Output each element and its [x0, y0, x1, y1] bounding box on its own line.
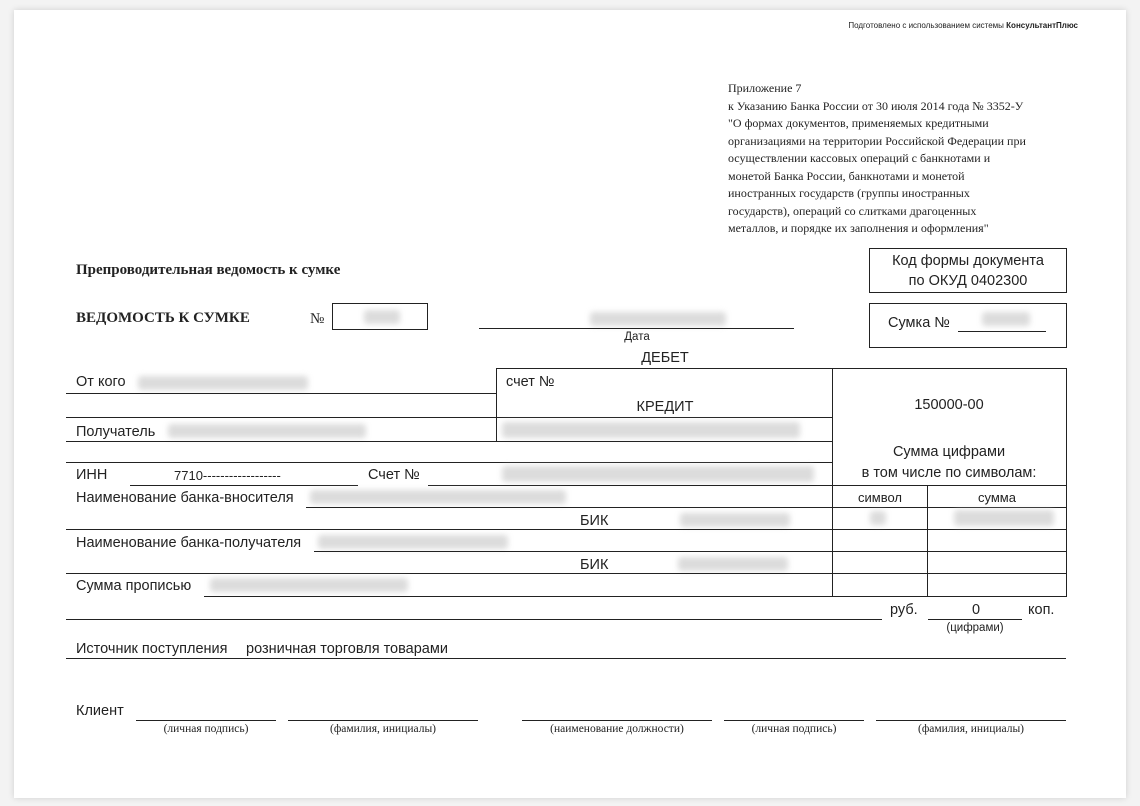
bag-label: Сумка № — [888, 315, 950, 331]
consultant-note-prefix: Подготовлено с использованием системы — [848, 21, 1004, 30]
redacted-bag-number — [982, 312, 1030, 326]
kop-line — [928, 619, 1022, 620]
amount-symbols-label: в том числе по символам: — [861, 465, 1037, 481]
credit-label: КРЕДИТ — [636, 399, 694, 415]
kop-label: коп. — [1028, 602, 1055, 618]
position-line[interactable] — [522, 720, 712, 721]
consultant-note — [818, 21, 1078, 30]
account-field-top — [496, 368, 832, 369]
figures-caption: (цифрами) — [946, 622, 1004, 634]
amount-figures-value: 150000-00 — [914, 397, 984, 413]
appendix-line: иностранных государств (группы иностранных — [728, 186, 970, 200]
caption-signature-1: (личная подпись) — [163, 723, 249, 735]
bank-depositor-label: Наименование банка-вносителя — [76, 490, 294, 506]
appendix-line: монетой Банка России, банкнотами и монетой — [728, 168, 965, 183]
recipient-row-top — [66, 417, 496, 418]
sender-line — [66, 393, 496, 394]
appendix-line: осуществлении кассовых операций с банкнотами и — [728, 151, 991, 165]
appendix-line: к Указанию Банка России от 30 июля 2014 года № 3352-У — [728, 98, 1024, 113]
col-symbol-header: символ — [858, 490, 902, 505]
bank-recipient-line — [314, 551, 832, 552]
redacted-date — [590, 312, 726, 326]
sender-label: От кого — [76, 374, 126, 390]
source-line — [66, 658, 1066, 659]
symbols-row3-top — [832, 551, 1067, 552]
appendix-line: организациями на территории Российской Федерации при — [728, 133, 1026, 148]
inn-value: 7710------------------ — [174, 468, 281, 483]
kop-value: 0 — [971, 602, 981, 618]
redacted-credit-account — [502, 422, 800, 438]
bag-number-line — [958, 331, 1046, 332]
form-page — [14, 10, 1126, 798]
redacted-symbol — [870, 511, 886, 525]
statement-label: ВЕДОМОСТЬ К СУМКЕ — [76, 310, 250, 326]
amount-bottom-border — [832, 596, 1067, 597]
redacted-number — [364, 310, 400, 324]
symbols-row1-top — [832, 507, 1067, 508]
source-label: Источник поступления — [76, 641, 228, 657]
redacted-bank-recipient — [318, 535, 508, 549]
inn-account-line — [428, 485, 832, 486]
amount-top-border — [832, 368, 1067, 369]
debit-label: ДЕБЕТ — [641, 350, 689, 366]
appendix-line: "О формах документов, применяемых кредитными — [728, 116, 989, 130]
client-name-line-2[interactable] — [876, 720, 1066, 721]
redacted-bank-depositor — [310, 490, 566, 504]
form-title: Препроводительная ведомость к сумке — [76, 262, 341, 278]
number-sign: № — [310, 311, 325, 327]
amount-figures-label: Сумма цифрами — [892, 444, 1006, 460]
caption-name-1: (фамилия, инициалы) — [329, 723, 437, 735]
client-name-line-1[interactable] — [288, 720, 478, 721]
amount-words-line — [204, 596, 832, 597]
client-sign-line-2[interactable] — [724, 720, 864, 721]
debit-account-label: счет № — [506, 374, 555, 390]
bank-recipient-row-bottom — [66, 573, 618, 574]
bag-box — [869, 303, 1067, 348]
caption-signature-2: (личная подпись) — [751, 723, 837, 735]
client-sign-line-1[interactable] — [136, 720, 276, 721]
redacted-inn-account — [502, 466, 814, 482]
col-sum-header: сумма — [978, 490, 1016, 505]
recipient-label: Получатель — [76, 424, 156, 440]
appendix-line: государств), операций со слитками драгоценных — [728, 203, 977, 218]
consultant-brand: КонсультантПлюс — [1006, 21, 1078, 30]
source-value: розничная торговля товарами — [246, 641, 448, 657]
appendix-block — [728, 80, 1066, 238]
redacted-symbol-sum — [954, 510, 1054, 526]
caption-position: (наименование должности) — [550, 723, 684, 735]
recipient-line — [66, 441, 832, 442]
symbols-header-top — [832, 485, 1067, 486]
form-code-line1: Код формы документа — [892, 253, 1044, 269]
bik-label-1: БИК — [580, 513, 609, 529]
redacted-sender — [138, 376, 308, 390]
symbols-divider — [927, 485, 928, 596]
account-field-left — [496, 368, 497, 441]
form-code-line2: по ОКУД 0402300 — [908, 273, 1028, 289]
bik-line-2 — [618, 573, 832, 574]
inn-account-label: Счет № — [368, 467, 420, 483]
inn-row-top — [66, 462, 832, 463]
bank-depositor-line — [306, 507, 832, 508]
bank-depositor-row-bottom — [66, 529, 618, 530]
credit-row-top — [496, 417, 832, 418]
appendix-line: Приложение 7 — [728, 81, 802, 95]
bik-line-1 — [618, 529, 832, 530]
amount-right-border — [1066, 368, 1067, 596]
inn-line — [130, 485, 358, 486]
redacted-amount-words — [210, 578, 408, 592]
caption-name-2: (фамилия, инициалы) — [917, 723, 1025, 735]
date-caption: Дата — [624, 331, 650, 343]
redacted-bik-1 — [680, 513, 790, 527]
amount-words-line-2 — [66, 619, 882, 620]
client-label: Клиент — [76, 703, 124, 719]
redacted-bik-2 — [678, 557, 788, 571]
bank-recipient-label: Наименование банка-получателя — [76, 535, 302, 551]
amount-words-label: Сумма прописью — [76, 578, 192, 594]
redacted-recipient — [168, 424, 366, 438]
inn-label: ИНН — [76, 467, 108, 483]
rub-label: руб. — [890, 602, 918, 618]
date-line — [479, 328, 794, 329]
appendix-line: металлов, и порядке их заполнения и оформления" — [728, 221, 989, 235]
bik-label-2: БИК — [580, 557, 609, 573]
form-code-box — [869, 248, 1067, 293]
symbols-row2-top — [832, 529, 1067, 530]
symbols-row4-top — [832, 573, 1067, 574]
